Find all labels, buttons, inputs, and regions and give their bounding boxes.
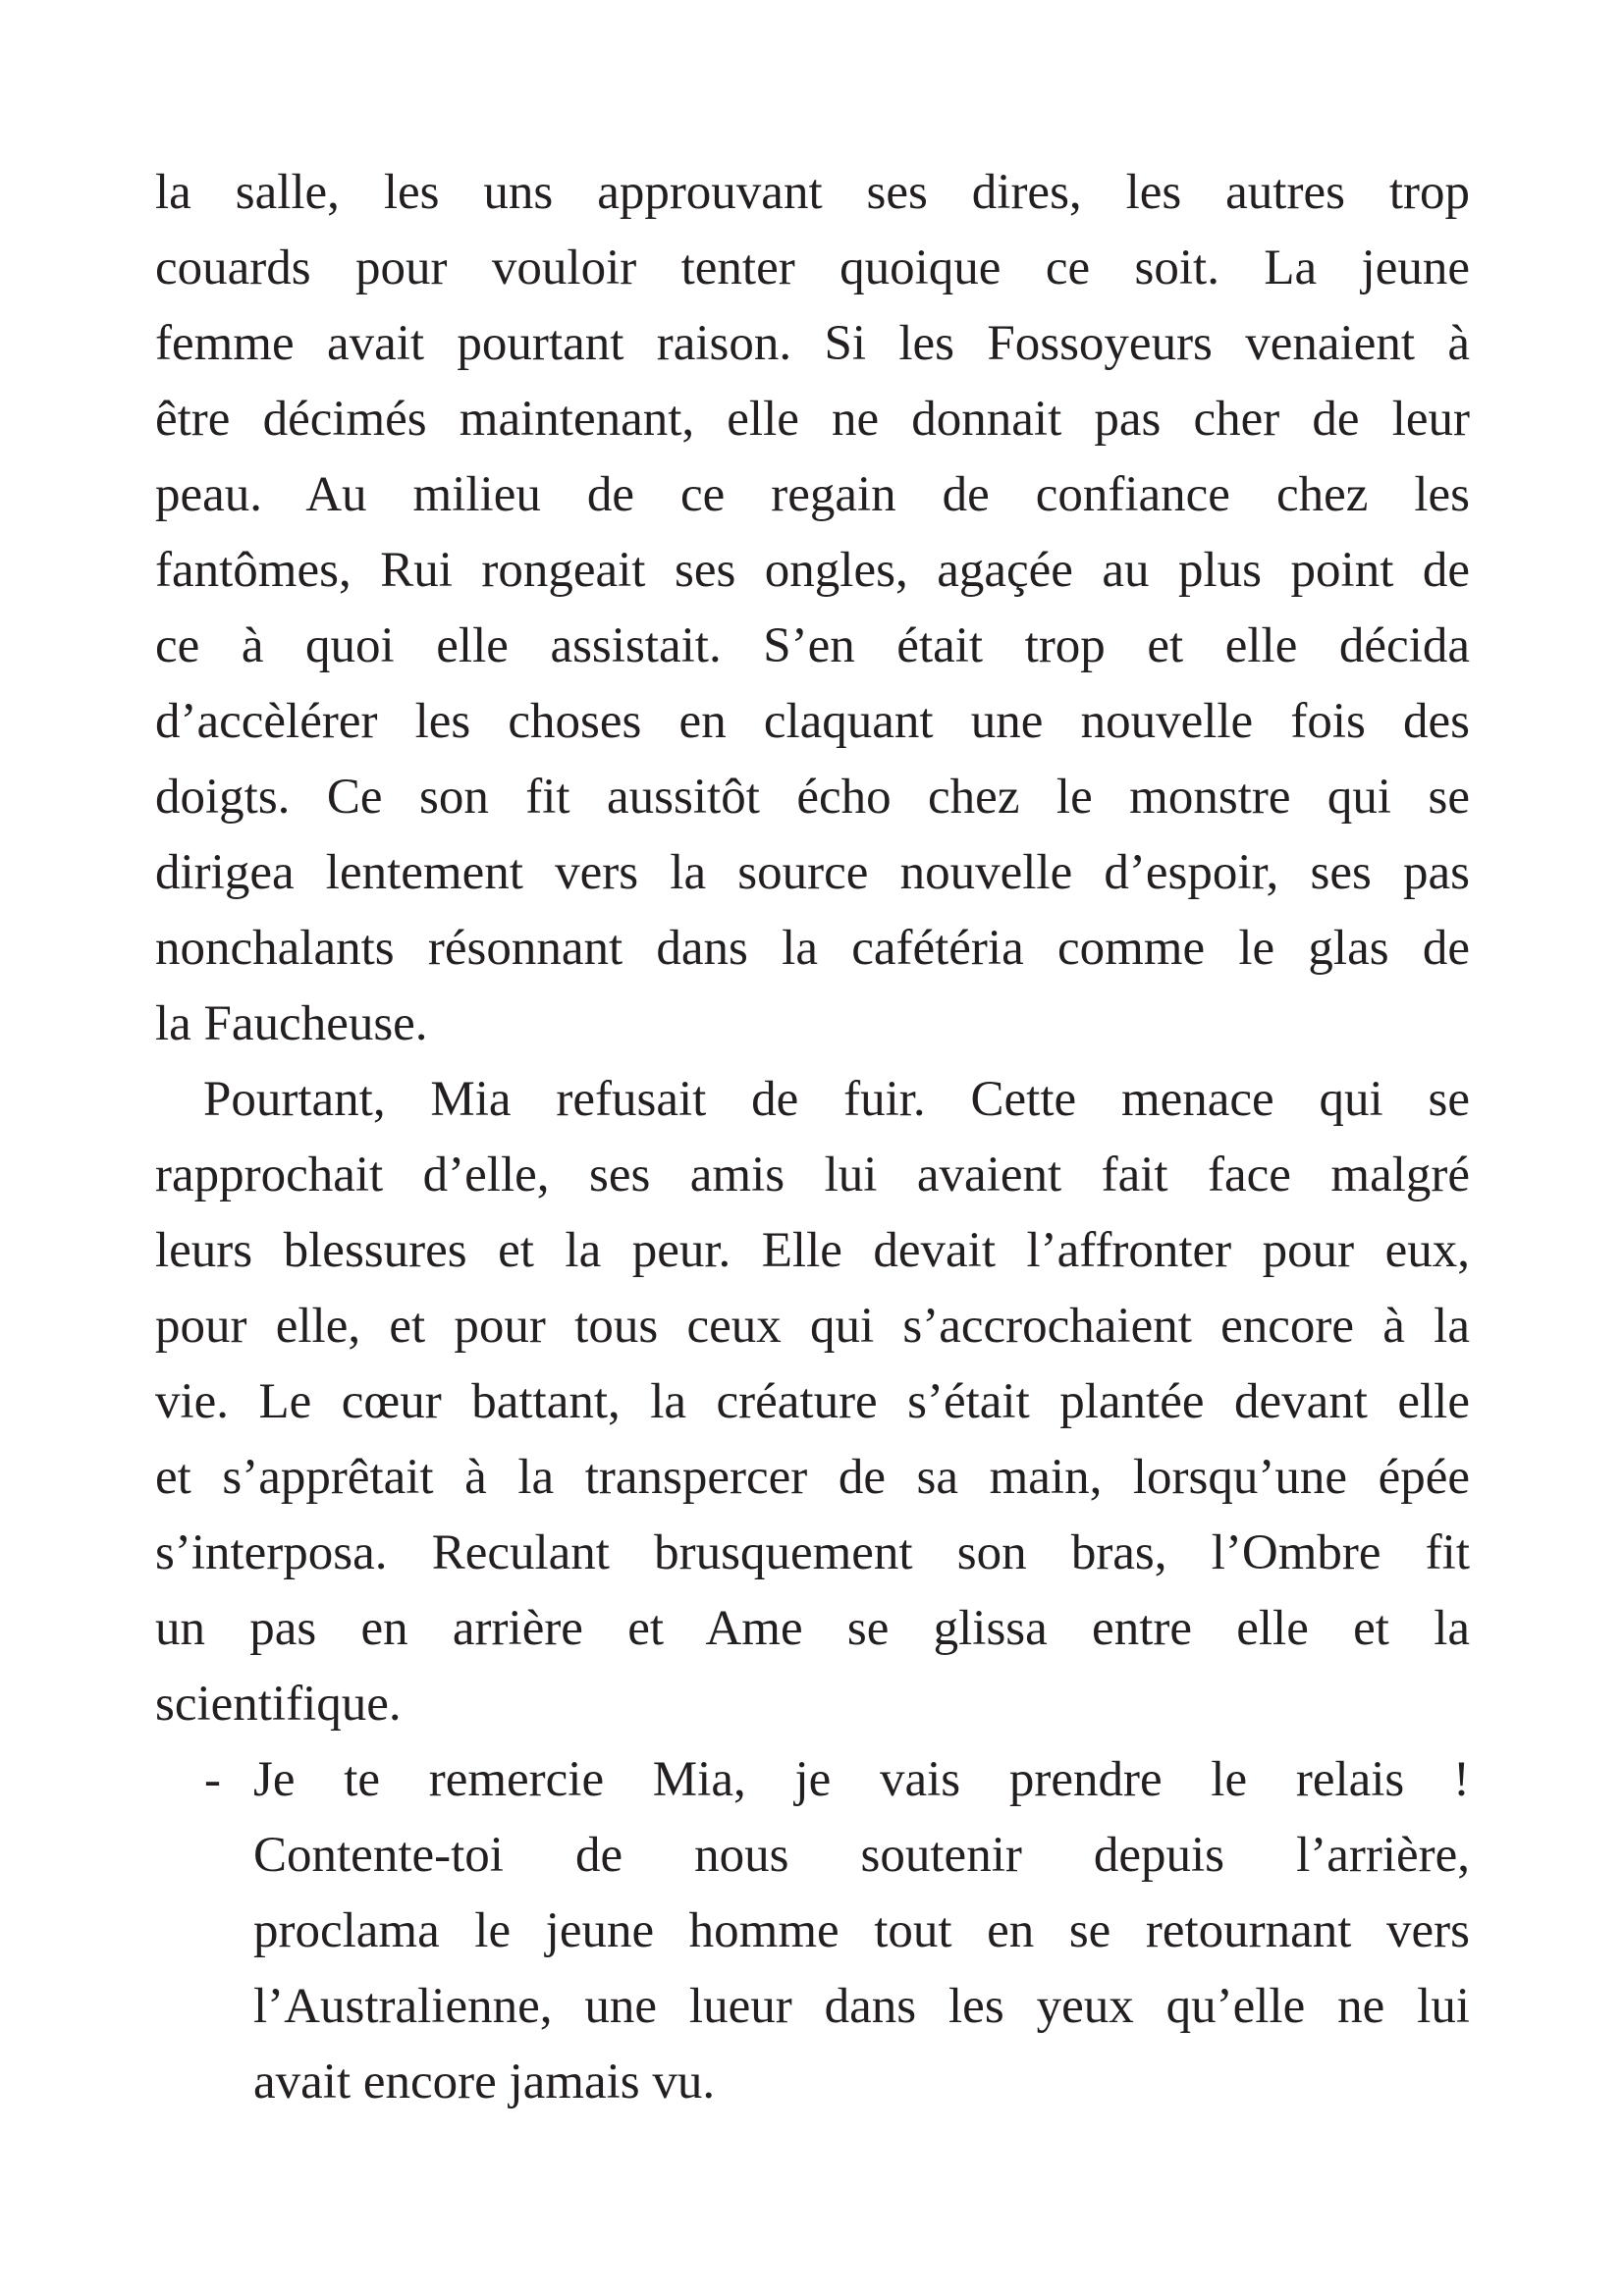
text-line: être décimés maintenant, elle ne donnait pas cher de leur (155, 392, 1470, 447)
text-line: l’Australienne, une lueur dans les yeux qu’elle ne lui (253, 1979, 1470, 2034)
paragraph-indented (155, 1062, 1470, 1742)
text-line: Pourtant, Mia refusait de fuir. Cette menace qui se (203, 1072, 1470, 1127)
text-line: d’accèlérer les choses en claquant une nouvelle fois des (155, 694, 1470, 749)
text-line: - Je te remercie Mia, je vais prendre le relais ! (155, 1742, 1470, 1818)
text-line: la salle, les uns approuvant ses dires, les autres trop (155, 165, 1470, 220)
text-line: rapprochait d’elle, ses amis lui avaient fait face malgré (155, 1148, 1470, 1202)
text-line: et s’apprêtait à la transpercer de sa main, lorsqu’une épée (155, 1450, 1470, 1505)
text-line: scientifique. (155, 1677, 402, 1732)
text-line: avait encore jamais vu. (253, 2055, 716, 2109)
text-line: leurs blessures et la peur. Elle devait l’affronter pour eux, (155, 1223, 1470, 1278)
text-line: doigts. Ce son fit aussitôt écho chez le monstre qui se (155, 770, 1470, 825)
text-line: s’interposa. Reculant brusquement son bras, l’Ombre fit (155, 1525, 1470, 1580)
dialogue-dash: - (204, 1752, 221, 1807)
text-line: pour elle, et pour tous ceux qui s’accrochaient encore à la (155, 1299, 1470, 1354)
paragraph-continuation (155, 155, 1470, 1062)
text-line: un pas en arrière et Ame se glissa entre elle et la (155, 1601, 1470, 1656)
text-line: vie. Le cœur battant, la créature s’était plantée devant elle (155, 1374, 1470, 1429)
text-line: Contente-toi de nous soutenir depuis l’arrière, (253, 1828, 1470, 1883)
text-line: couards pour vouloir tenter quoique ce soit. La jeune (155, 240, 1470, 295)
text-line: proclama le jeune homme tout en se retournant vers (253, 1903, 1470, 1958)
text-line: nonchalants résonnant dans la cafétéria comme le glas de (155, 921, 1470, 976)
text-line: ce à quoi elle assistait. S’en était trop et elle décida (155, 618, 1470, 673)
text-line: peau. Au milieu de ce regain de confiance chez les (155, 467, 1470, 522)
text-line: la Faucheuse. (155, 996, 428, 1051)
text-line: femme avait pourtant raison. Si les Fossoyeurs venaient à (155, 316, 1470, 371)
paragraph-dialogue (155, 1742, 1470, 2120)
body-text (155, 155, 1470, 2120)
text-line: fantômes, Rui rongeait ses ongles, agaçée au plus point de (155, 543, 1470, 598)
text-line: dirigea lentement vers la source nouvelle d’espoir, ses pas (155, 845, 1470, 900)
